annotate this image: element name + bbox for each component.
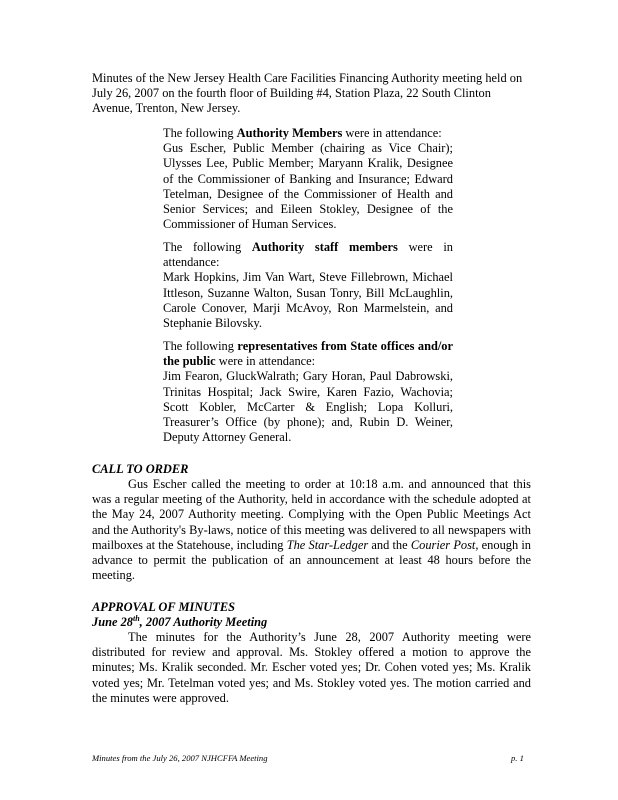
representatives-list: Jim Fearon, GluckWalrath; Gary Horan, Paul Dabrowski, Trinitas Hospital; Jack Swire, Karen Fazio, Wachovia; Scott Kobler, McCarter & English; Lopa Kolluri, Treasurer’s Office (by phone); and, Rubin D. Weiner, Deputy Attorney General. — [163, 369, 453, 445]
call-to-order-heading: CALL TO ORDER — [92, 462, 189, 476]
authority-members-block — [163, 126, 453, 232]
staff-members-heading: The following Authority staff members were in attendance: — [163, 240, 453, 270]
approval-subheading: June 28th, 2007 Authority Meeting — [92, 613, 268, 629]
page-footer-title: Minutes from the July 26, 2007 NJHCFFA Meeting — [92, 753, 268, 763]
star-ledger-title: The Star-Ledger — [286, 537, 369, 552]
approval-paragraph: The minutes for the Authority’s June 28, 2007 Authority meeting were distributed for review and approval. Ms. Stokley offered a motion to approve the minutes; Ms. Kralik seconded. Mr. Escher voted yes; Dr. Cohen voted yes; Ms. Kralik voted yes; Mr. Tetelman voted yes; and Ms. Stokley voted yes. The motion carried and the minutes were approved. — [92, 630, 531, 705]
staff-members-list: Mark Hopkins, Jim Van Wart, Steve Fillebrown, Michael Ittleson, Suzanne Walton, Susan Tonry, Bill McLaughlin, Carole Conover, Marji McAvoy, Ron Marmelstein, and Stephanie Bilovsky. — [163, 270, 453, 331]
authority-members-heading: The following Authority Members were in attendance: — [163, 126, 442, 140]
courier-post-title: Courier Post, — [410, 537, 479, 552]
call-to-order-paragraph: Gus Escher called the meeting to order at 10:18 a.m. and announced that this was a regular meeting of the Authority, held in accordance with the schedule adopted at the May 24, 2007 Authority meeting. Complying with the Open Public Meetings Act and the Authority's By-laws, notice of this meeting was delivered to all newspapers with mailboxes at the Statehouse, including The Star-Ledger and the Courier Post, enough in advance to permit the publication of an announcement at least 48 hours before the meeting. — [92, 477, 532, 583]
authority-members-label: Authority Members — [236, 126, 343, 140]
staff-members-label: Authority staff members — [251, 240, 398, 254]
representatives-label: representatives from State offices and/or the public — [163, 339, 453, 369]
page-number: p. 1 — [511, 753, 524, 763]
representatives-block — [163, 339, 453, 445]
representatives-heading: The following representatives from State offices and/or the public were in attendance: — [163, 339, 453, 369]
authority-members-list: Gus Escher, Public Member (chairing as Vice Chair); Ulysses Lee, Public Member; Maryann Kralik, Designee of the Commissioner of Banking and Insurance; Edward Tetelman, Designee of the Commissioner of Health and Senior Services; and Eileen Stokley, Designee of the Commissioner of Human Services. — [163, 141, 453, 232]
intro-paragraph: Minutes of the New Jersey Health Care Facilities Financing Authority meeting held on July 26, 2007 on the fourth floor of Building #4, Station Plaza, 22 South Clinton Avenue, Trenton, New Jersey. — [92, 71, 523, 116]
staff-members-block — [163, 240, 453, 331]
approval-of-minutes-heading: APPROVAL OF MINUTES — [92, 600, 235, 614]
